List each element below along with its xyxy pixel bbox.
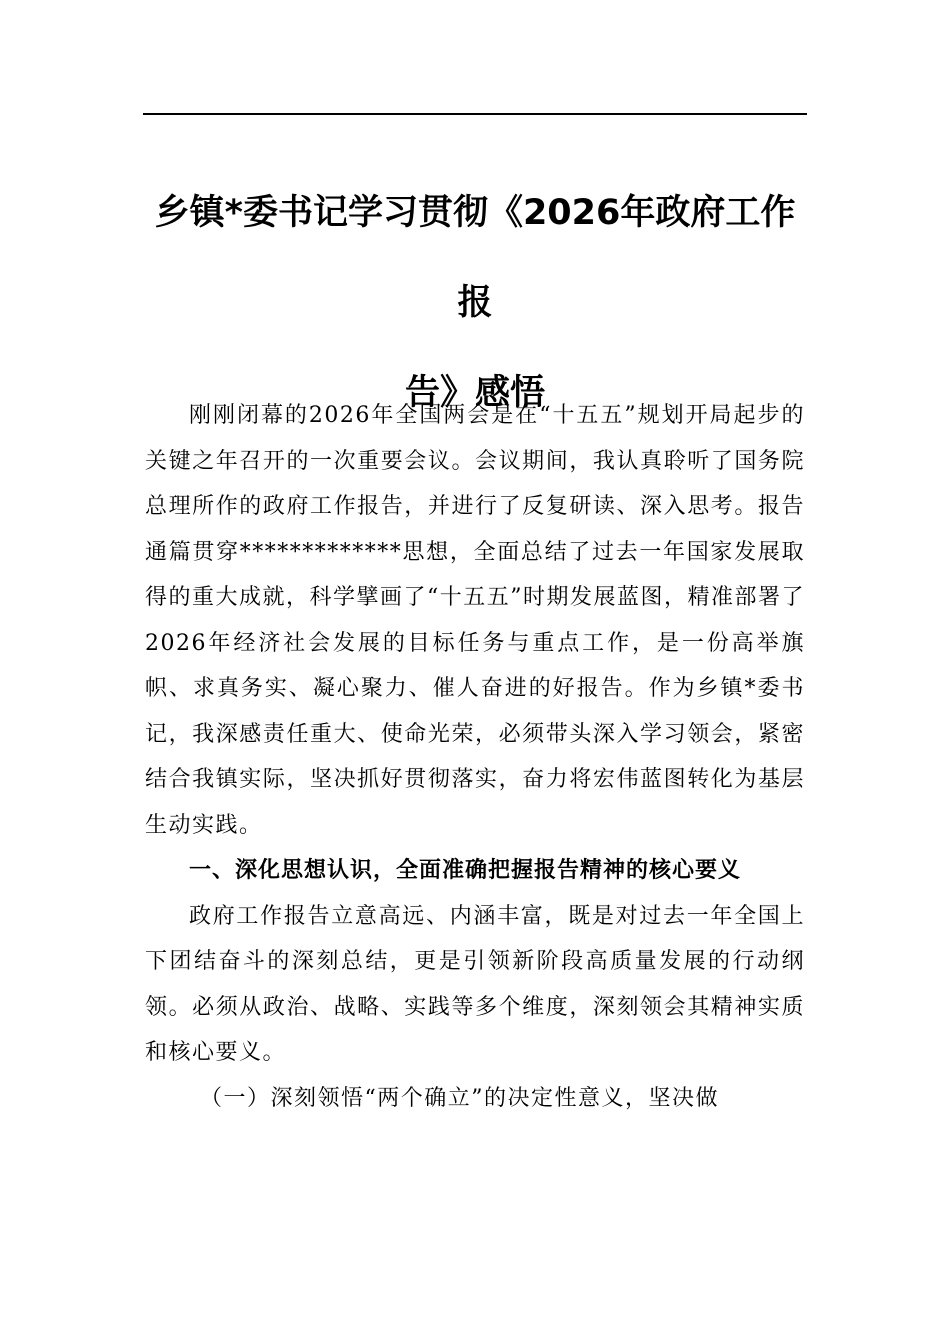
section-1-paragraph: 政府工作报告立意高远、内涵丰富，既是对过去一年全国上下团结奋斗的深刻总结，更是引领新阶段高质量发展的行动纲领。必须从政治、战略、实践等多个维度，深刻领会其精神实质和核心要义。 [145,903,805,1065]
section-1-heading: 一、深化思想认识，全面准确把握报告精神的核心要义 [189,858,742,883]
intro-paragraph: 刚刚闭幕的2026年全国两会是在“十五五”规划开局起步的关键之年召开的一次重要会议。会议期间，我认真聆听了国务院总理所作的政府工作报告，并进行了反复研读、深入思考。报告通篇贯穿*************思想，全面总结了过去一年国家发展取得的重大成就，科学擘画了“十五五”时期发展蓝图，精准部署了2026年经济社会发展的目标任务与重点工作，是一份高举旗帜、求真务实、凝心聚力、催人奋进的好报告。作为乡镇*委书记，我深感责任重大、使命光荣，必须带头深入学习领会，紧密结合我镇实际，坚决抓好贯彻落实，奋力将宏伟蓝图转化为基层生动实践。 [145,403,805,838]
header-rule [143,113,807,115]
subsection-1-heading: （一）深刻领悟“两个确立”的决定性意义，坚决做 [200,1085,719,1111]
title-line-2: 告》感悟 [404,373,545,413]
title-line-1: 乡镇*委书记学习贯彻《2026年政府工作报 [154,193,796,323]
document-body [145,393,805,1121]
